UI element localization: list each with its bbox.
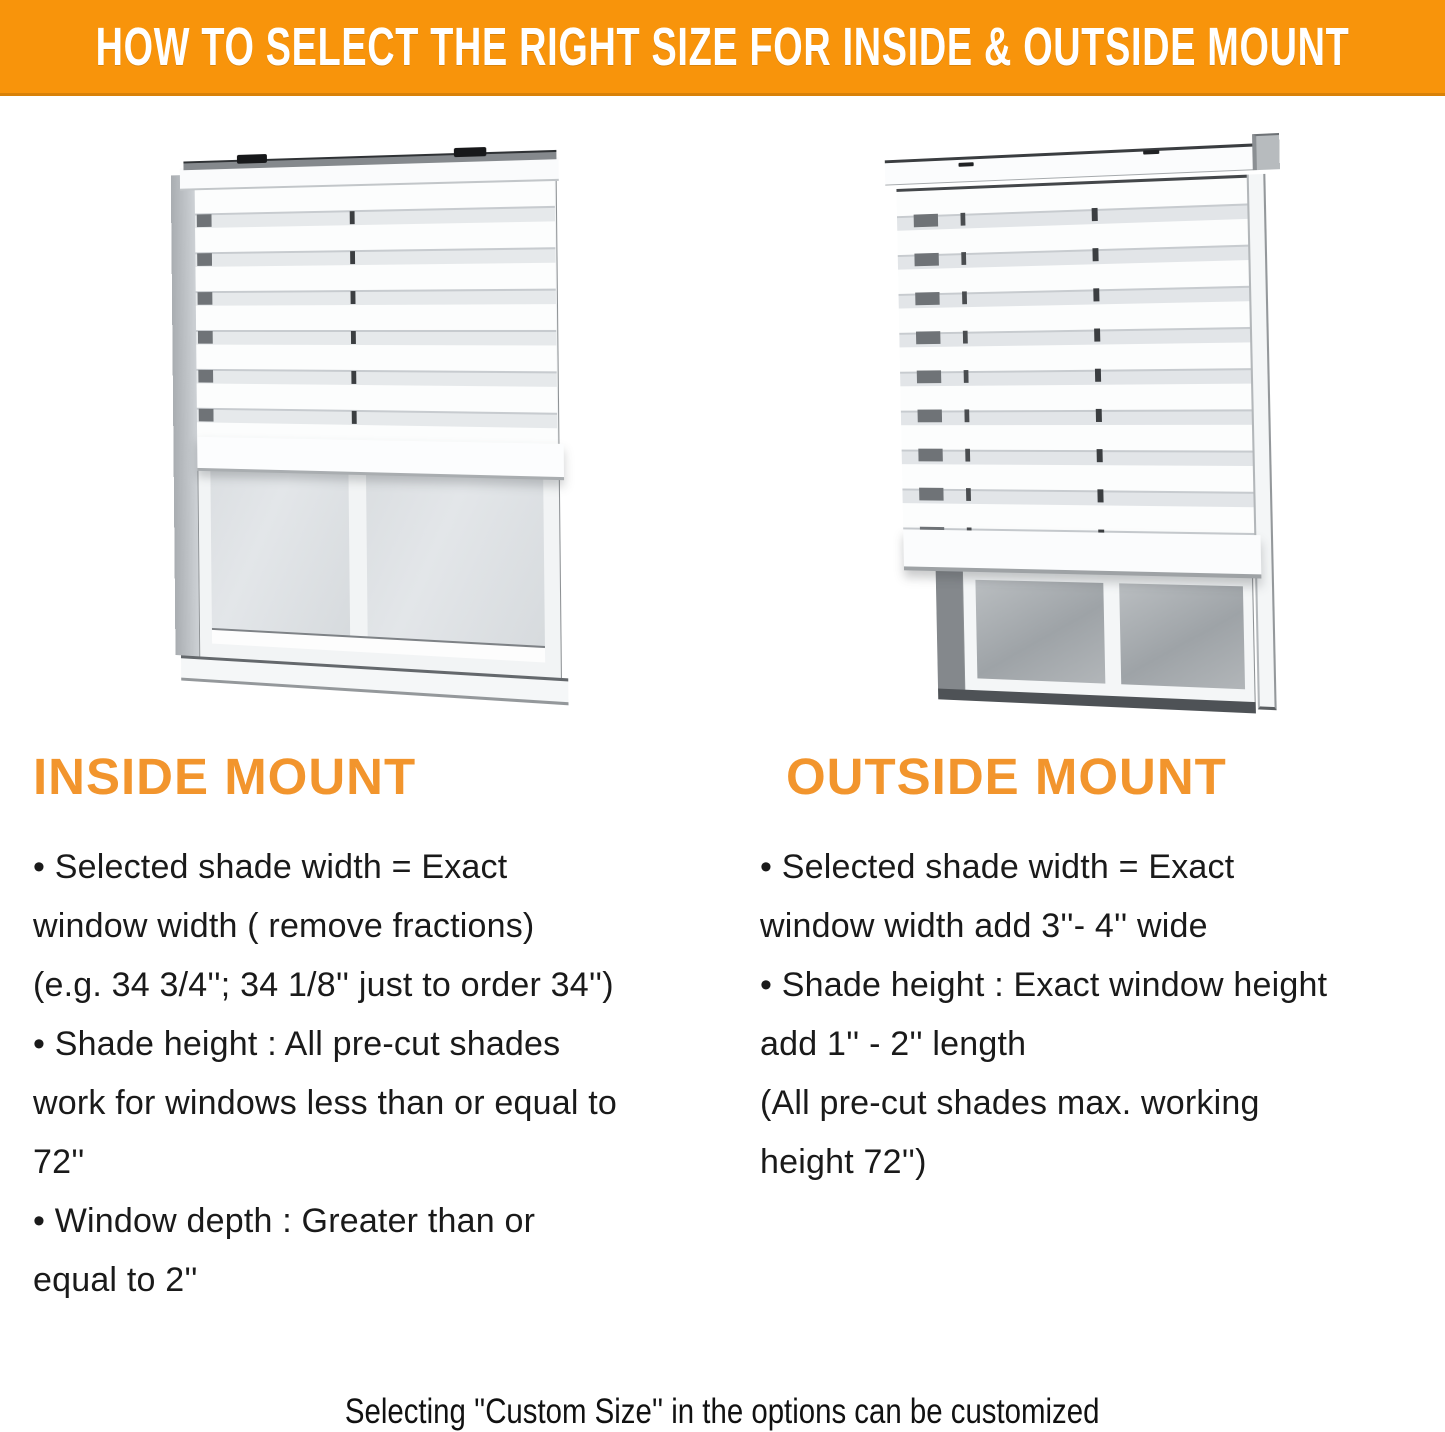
spec-line: • Selected shade width = Exact [33,848,508,886]
inside-mount-specs [33,838,723,1310]
spec-line: add 1'' - 2'' length [760,1025,1027,1063]
zebra-shade-stripes [896,175,1254,539]
mounting-screw [958,162,973,167]
mounting-screw [1143,150,1159,155]
footer [0,1392,1445,1432]
inside-mount-scene [171,144,569,712]
mounting-bracket [1252,133,1280,170]
spec-line: height 72'') [760,1143,927,1181]
footer-note: Selecting ''Custom Size'' in the options can be customized [345,1392,1100,1431]
shade-left-shadow-slots [197,188,214,437]
outside-mount-heading: OUTSIDE MOUNT [786,748,1227,805]
glass-pane-left [975,580,1105,684]
spec-line: • Shade height : All pre-cut shades [33,1025,561,1063]
spec-line: equal to 2'' [33,1261,198,1299]
spec-line: 72'' [33,1143,85,1181]
spec-line: • Window depth : Greater than or [33,1202,536,1240]
banner [0,0,1445,96]
spec-line: (All pre-cut shades max. working [760,1084,1260,1122]
banner-title: HOW TO SELECT THE RIGHT SIZE FOR INSIDE & OUTSIDE MOUNT [95,16,1350,77]
spec-line: window width add 3''- 4'' wide [760,907,1208,945]
zebra-shade-stripes [195,179,558,445]
spec-line: work for windows less than or equal to [33,1084,617,1122]
headrail-bracket [237,154,267,164]
outside-mount-illustration [862,138,1274,723]
spec-line: • Shade height : Exact window height [760,966,1328,1004]
spec-line: (e.g. 34 3/4''; 34 1/8'' just to order 34'') [33,966,614,1004]
inside-mount-heading: INSIDE MOUNT [33,748,417,805]
headrail-bracket [454,147,486,157]
inside-mount-illustration [160,150,562,698]
glass-pane-right [1119,583,1245,689]
outside-mount-scene [870,128,1286,733]
spec-line: • Selected shade width = Exact [760,848,1235,886]
outside-mount-specs [760,838,1445,1192]
shade-bottom-bar [903,529,1261,578]
spec-line: window width ( remove fractions) [33,907,535,945]
